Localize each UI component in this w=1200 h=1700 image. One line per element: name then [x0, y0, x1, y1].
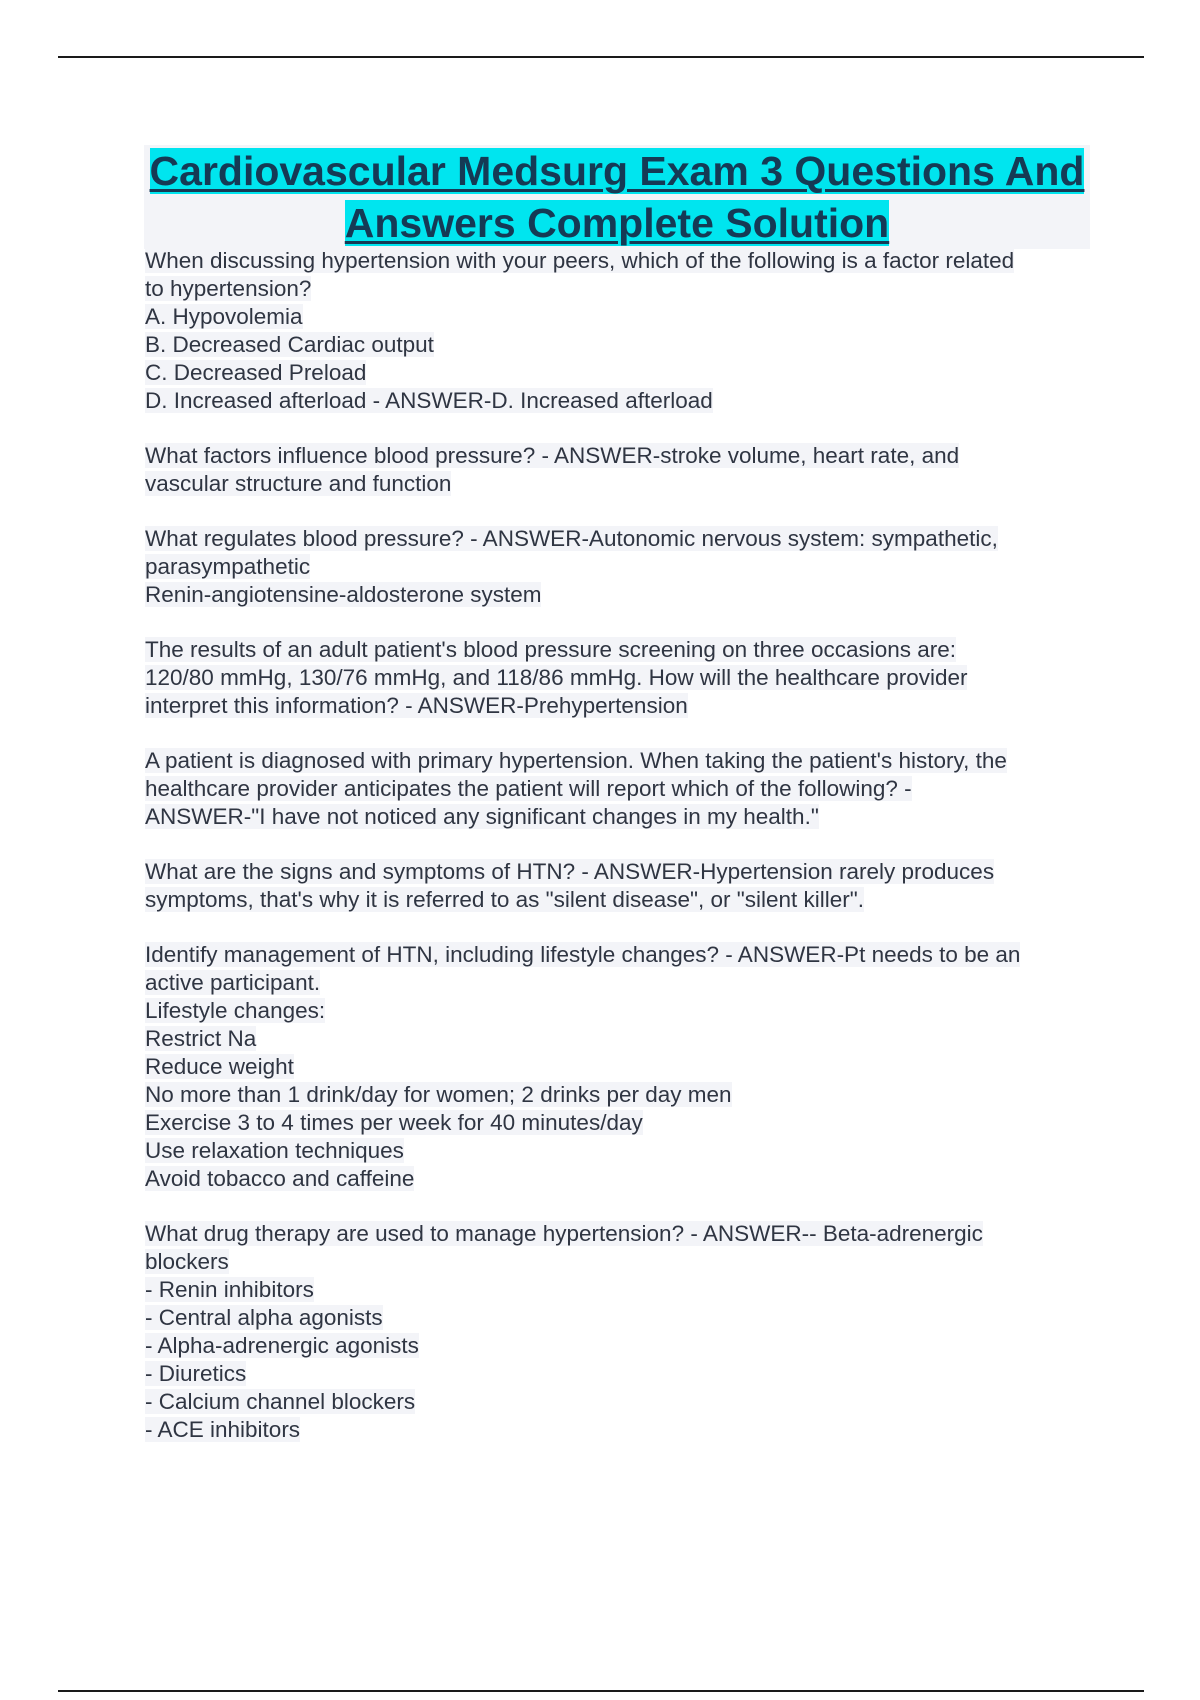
- text-line: [145, 692, 1095, 720]
- qa-content: [145, 247, 1095, 1471]
- text-line-content: No more than 1 drink/day for women; 2 drinks per day men: [145, 1082, 732, 1107]
- text-line: [145, 1276, 1095, 1304]
- text-line-content: Use relaxation techniques: [145, 1138, 404, 1163]
- qa-block: [145, 858, 1095, 914]
- text-line: [145, 803, 1095, 831]
- text-line: [145, 1360, 1095, 1388]
- text-line: [145, 997, 1095, 1025]
- qa-block: [145, 636, 1095, 720]
- text-line: [145, 775, 1095, 803]
- qa-block: [145, 525, 1095, 609]
- text-line-content: to hypertension?: [145, 276, 312, 301]
- qa-block: [145, 747, 1095, 831]
- text-line: [145, 1304, 1095, 1332]
- text-line: [145, 359, 1095, 387]
- text-line: [145, 1081, 1095, 1109]
- text-line: [145, 553, 1095, 581]
- text-line: [145, 387, 1095, 415]
- text-line-content: A patient is diagnosed with primary hypertension. When taking the patient's history, the: [145, 748, 1007, 773]
- text-line-content: When discussing hypertension with your peers, which of the following is a factor related: [145, 248, 1015, 273]
- text-line: [145, 525, 1095, 553]
- text-line-content: Exercise 3 to 4 times per week for 40 minutes/day: [145, 1110, 643, 1135]
- text-line: [145, 1388, 1095, 1416]
- text-line-content: 120/80 mmHg, 130/76 mmHg, and 118/86 mmHg. How will the healthcare provider: [145, 665, 968, 690]
- text-line-content: What are the signs and symptoms of HTN? - ANSWER-Hypertension rarely produces: [145, 859, 995, 884]
- text-line: [145, 886, 1095, 914]
- text-line: [145, 581, 1095, 609]
- text-line: [145, 941, 1095, 969]
- text-line: [145, 1053, 1095, 1081]
- bottom-rule: [58, 1690, 1144, 1692]
- text-line-content: parasympathetic: [145, 554, 311, 579]
- text-line: [145, 969, 1095, 997]
- title-block: [144, 145, 1090, 249]
- qa-block: [145, 442, 1095, 498]
- text-line-content: - Calcium channel blockers: [145, 1389, 416, 1414]
- text-line-content: blockers: [145, 1249, 229, 1274]
- text-line-content: What regulates blood pressure? - ANSWER-Autonomic nervous system: sympathetic,: [145, 526, 998, 551]
- text-line-content: What drug therapy are used to manage hypertension? - ANSWER-- Beta-adrenergic: [145, 1221, 983, 1246]
- text-line: [145, 664, 1095, 692]
- text-line-content: active participant.: [145, 970, 321, 995]
- text-line: [145, 1165, 1095, 1193]
- text-line: [145, 1416, 1095, 1444]
- text-line-content: A. Hypovolemia: [145, 304, 303, 329]
- text-line: [145, 303, 1095, 331]
- text-line: [145, 1137, 1095, 1165]
- text-line-content: Renin-angiotensine-aldosterone system: [145, 582, 542, 607]
- text-line-content: Reduce weight: [145, 1054, 294, 1079]
- text-line: [145, 1248, 1095, 1276]
- qa-block: [145, 1220, 1095, 1444]
- text-line-content: vascular structure and function: [145, 471, 452, 496]
- text-line: [145, 331, 1095, 359]
- text-line: [145, 442, 1095, 470]
- text-line-content: What factors influence blood pressure? - ANSWER-stroke volume, heart rate, and: [145, 443, 960, 468]
- text-line-content: Restrict Na: [145, 1026, 257, 1051]
- text-line-content: healthcare provider anticipates the patient will report which of the following? -: [145, 776, 912, 801]
- qa-block: [145, 247, 1095, 415]
- text-line-content: symptoms, that's why it is referred to as "silent disease", or "silent killer".: [145, 887, 864, 912]
- text-line: [145, 275, 1095, 303]
- top-rule: [58, 56, 1144, 58]
- text-line-content: Identify management of HTN, including lifestyle changes? - ANSWER-Pt needs to be an: [145, 942, 1021, 967]
- text-line: [145, 247, 1095, 275]
- text-line-content: The results of an adult patient's blood pressure screening on three occasions are:: [145, 637, 957, 662]
- text-line: [145, 1025, 1095, 1053]
- text-line: [145, 1220, 1095, 1248]
- text-line: [145, 1109, 1095, 1137]
- text-line-content: interpret this information? - ANSWER-Prehypertension: [145, 693, 688, 718]
- text-line-content: - ACE inhibitors: [145, 1417, 301, 1442]
- text-line-content: - Renin inhibitors: [145, 1277, 314, 1302]
- text-line: [145, 858, 1095, 886]
- text-line-content: D. Increased afterload - ANSWER-D. Increased afterload: [145, 388, 713, 413]
- text-line-content: - Alpha-adrenergic agonists: [145, 1333, 419, 1358]
- text-line-content: - Diuretics: [145, 1361, 247, 1386]
- text-line-content: B. Decreased Cardiac output: [145, 332, 434, 357]
- text-line-content: Avoid tobacco and caffeine: [145, 1166, 415, 1191]
- text-line-content: ANSWER-"I have not noticed any significant changes in my health.": [145, 804, 819, 829]
- text-line-content: C. Decreased Preload: [145, 360, 367, 385]
- text-line: [145, 636, 1095, 664]
- text-line: [145, 1332, 1095, 1360]
- page-title: Cardiovascular Medsurg Exam 3 Questions And Answers Complete Solution: [149, 148, 1085, 246]
- text-line: [145, 470, 1095, 498]
- qa-block: [145, 941, 1095, 1193]
- text-line: [145, 747, 1095, 775]
- text-line-content: Lifestyle changes:: [145, 998, 326, 1023]
- text-line-content: - Central alpha agonists: [145, 1305, 383, 1330]
